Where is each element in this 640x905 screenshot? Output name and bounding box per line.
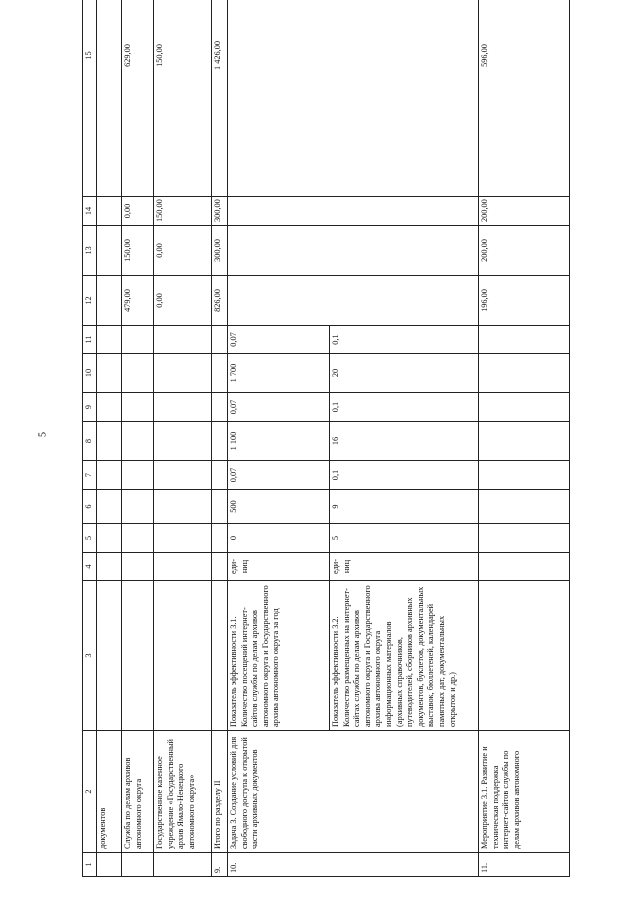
cell-value: 0,1 (330, 393, 479, 422)
cell-value (154, 461, 212, 490)
cell-value: 150,00 (122, 226, 154, 276)
column-number: 15 (83, 0, 97, 197)
cell-name: Государственное казенное учреждение «Государственный архив Ямало-Ненецкого автономного округа» (154, 731, 212, 853)
cell-number (122, 853, 154, 877)
cell-indicator (97, 581, 122, 731)
cell-task: Задача 3. Создание условий для свободного доступа к открытой части архивных документов (228, 731, 479, 853)
column-number: 4 (83, 553, 97, 581)
column-number: 6 (83, 490, 97, 524)
cell-number: 9. (212, 853, 228, 877)
cell-value: 1 700 (228, 354, 330, 393)
cell-value (97, 422, 122, 461)
cell-value: 9 (330, 490, 479, 524)
cell-value (479, 393, 570, 422)
cell-value (212, 490, 228, 524)
rotated-table-wrapper (82, 15, 562, 877)
cell-value (154, 393, 212, 422)
cell-indicator: Показатель эффективности 3.2. Количество размещенных на интернет-сайтах службы по делам архивов автономного округа и Государственного архива автономного округа информационных материалов (архивных справочников, путеводителей, сборников архивных документов, буклетов, документальных выставок, бюллетеней, календарей памятных дат, документальных открыток и др.) (330, 581, 479, 731)
column-number: 14 (83, 197, 97, 226)
cell-value (228, 276, 479, 326)
cell-value: 1 100 (228, 422, 330, 461)
cell-value (97, 524, 122, 553)
cell-value (97, 461, 122, 490)
table-row (97, 0, 122, 877)
cell-value (212, 461, 228, 490)
cell-value (122, 490, 154, 524)
table-row (228, 0, 330, 877)
cell-value: 629,00 (122, 0, 154, 197)
cell-indicator (154, 581, 212, 731)
cell-activity: Мероприятие 3.1. Развитие и техническая поддержка интернет-сайтов службы по делам архивов автономного (479, 731, 570, 853)
cell-value (228, 197, 479, 226)
cell-value: 479,00 (122, 276, 154, 326)
cell-value (122, 422, 154, 461)
cell-unit (479, 553, 570, 581)
cell-value (212, 393, 228, 422)
cell-number (154, 853, 212, 877)
cell-value (97, 0, 122, 197)
cell-value: 16 (330, 422, 479, 461)
cell-unit: еди-ниц (228, 553, 330, 581)
cell-value: 596,00 (479, 0, 570, 197)
cell-value: 5 (330, 524, 479, 553)
cell-value (122, 461, 154, 490)
cell-value (122, 524, 154, 553)
cell-value: 300,00 (212, 226, 228, 276)
cell-value (97, 326, 122, 354)
cell-indicator: Показатель эффективности 3.1. Количество посещений интернет-сайтов службы по делам архивов автономного округа и Государственного архива автономного округа за год (228, 581, 330, 731)
cell-value (479, 354, 570, 393)
cell-value (154, 326, 212, 354)
cell-value (97, 490, 122, 524)
cell-name: документов (97, 731, 122, 853)
cell-value (479, 461, 570, 490)
cell-indicator (122, 581, 154, 731)
table-row (479, 0, 570, 877)
cell-value (154, 354, 212, 393)
cell-value: 0,07 (228, 393, 330, 422)
cell-value: 300,00 (212, 197, 228, 226)
cell-indicator (212, 581, 228, 731)
cell-value (479, 326, 570, 354)
column-number: 2 (83, 731, 97, 853)
cell-value (122, 354, 154, 393)
cell-value (228, 226, 479, 276)
cell-value: 0,07 (228, 326, 330, 354)
column-number: 9 (83, 393, 97, 422)
column-number: 11 (83, 326, 97, 354)
cell-value: 0,00 (122, 197, 154, 226)
table-row-total (212, 0, 228, 877)
cell-value: 196,00 (479, 276, 570, 326)
page-number: 5 (37, 432, 49, 437)
column-number: 1 (83, 853, 97, 877)
table-row (154, 0, 212, 877)
column-number-row (83, 0, 97, 877)
cell-value (154, 524, 212, 553)
cell-value (154, 490, 212, 524)
cell-value (97, 354, 122, 393)
cell-value (212, 326, 228, 354)
cell-value: 150,00 (154, 197, 212, 226)
cell-value (212, 422, 228, 461)
cell-value: 200,00 (479, 197, 570, 226)
cell-value (212, 524, 228, 553)
cell-value: 200,00 (479, 226, 570, 276)
cell-name: Служба по делам архивов автономного округа (122, 731, 154, 853)
cell-value (97, 276, 122, 326)
cell-unit (97, 553, 122, 581)
cell-value: 826,00 (212, 276, 228, 326)
column-number: 5 (83, 524, 97, 553)
cell-number (97, 853, 122, 877)
column-number: 3 (83, 581, 97, 731)
cell-number: 11. (479, 853, 570, 877)
cell-value (122, 393, 154, 422)
cell-value (479, 524, 570, 553)
cell-value (479, 490, 570, 524)
cell-unit (122, 553, 154, 581)
cell-value (228, 0, 479, 197)
cell-unit (154, 553, 212, 581)
program-table (82, 0, 570, 877)
cell-value (97, 226, 122, 276)
cell-value: 500 (228, 490, 330, 524)
cell-value: 0,07 (228, 461, 330, 490)
cell-value: 0,00 (154, 226, 212, 276)
cell-value (97, 197, 122, 226)
cell-value: 0,00 (154, 276, 212, 326)
cell-value (479, 422, 570, 461)
cell-value: 20 (330, 354, 479, 393)
column-number: 8 (83, 422, 97, 461)
cell-unit (212, 553, 228, 581)
cell-value: 0,1 (330, 461, 479, 490)
column-number: 10 (83, 354, 97, 393)
cell-number: 10. (228, 853, 479, 877)
table-row (122, 0, 154, 877)
cell-value (212, 354, 228, 393)
cell-value (154, 422, 212, 461)
cell-value: 0 (228, 524, 330, 553)
cell-value: 1 426,00 (212, 0, 228, 197)
cell-value: 150,00 (154, 0, 212, 197)
cell-unit: еди-ниц (330, 553, 479, 581)
cell-value: 0,1 (330, 326, 479, 354)
column-number: 7 (83, 461, 97, 490)
column-number: 13 (83, 226, 97, 276)
cell-value (97, 393, 122, 422)
cell-indicator (479, 581, 570, 731)
cell-value (122, 326, 154, 354)
cell-name: Итого по разделу II (212, 731, 228, 853)
column-number: 12 (83, 276, 97, 326)
